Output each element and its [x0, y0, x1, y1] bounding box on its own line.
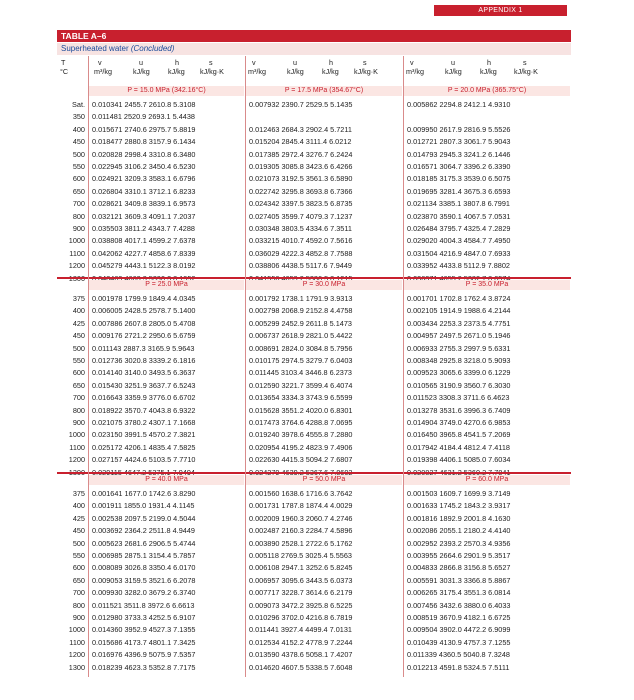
property-values-cell: 0.010175 2974.5 3279.7 6.0403 [249, 356, 353, 365]
property-values-cell: 0.022945 3106.2 3450.4 6.5230 [92, 162, 196, 171]
property-values-cell: 0.017942 4184.4 4812.4 7.4118 [407, 442, 510, 452]
property-values-cell: 0.024342 3397.5 3823.5 6.8735 [249, 199, 353, 209]
property-values-cell: 0.033952 4433.8 5112.9 7.8802 [407, 261, 510, 271]
property-values-cell: 0.028621 3409.8 3839.1 6.9573 [92, 199, 196, 209]
pressure-heading: P = 40.0 MPa [89, 475, 244, 485]
header-u-unit-3: kJ/kg [445, 67, 462, 76]
property-values-cell: 0.008089 3026.8 3350.4 6.0170 [92, 563, 196, 573]
temperature-cell: 550 [72, 162, 85, 171]
temperature-cell: 900 [72, 613, 85, 622]
temperature-cell: 700 [72, 393, 85, 403]
temperature-cell: 700 [72, 588, 85, 598]
appendix-label: APPENDIX 1 [434, 5, 567, 16]
property-values-cell: 0.010565 3190.9 3560.7 6.3030 [407, 380, 511, 390]
temperature-cell: 400 [72, 501, 85, 511]
property-values-cell: 0.011445 3103.4 3446.8 6.2373 [249, 368, 352, 378]
property-values-cell: 0.012721 2807.3 3061.7 5.9043 [407, 137, 511, 147]
property-values-cell: 0.014140 3140.0 3493.5 6.3637 [92, 368, 196, 378]
property-values-cell: 0.023870 3590.1 4067.5 7.0531 [407, 211, 511, 221]
property-values-cell: 0.005299 2452.9 2611.8 5.1473 [249, 318, 352, 328]
property-values-cell: 0.007456 3432.6 3880.0 6.4033 [407, 600, 511, 610]
header-v-1: v [98, 58, 102, 67]
header-h-unit-3: kJ/kg [480, 67, 497, 76]
property-values-cell: 0.001641 1677.0 1742.6 3.8290 [92, 489, 196, 498]
property-values-cell: 0.003692 2364.2 2511.8 4.9449 [92, 526, 195, 536]
property-values-cell: 0.005862 2294.8 2412.1 4.9310 [407, 100, 511, 109]
property-values-cell: 0.026484 3795.7 4325.4 7.2829 [407, 224, 511, 233]
temperature-cell: 600 [72, 563, 85, 573]
property-values-cell: 0.038806 4438.5 5117.6 7.9449 [249, 261, 352, 271]
property-values-cell: 0.023150 3991.5 4570.2 7.3821 [92, 430, 196, 440]
temperature-cell: 1000 [68, 430, 85, 440]
header-T: T [61, 58, 66, 67]
property-values-cell: 0.012590 3221.7 3599.4 6.4074 [249, 380, 353, 390]
property-values-cell: 0.003434 2253.3 2373.5 4.7751 [407, 318, 511, 328]
temperature-cell: 425 [72, 318, 85, 328]
property-values-cell: 0.008519 3670.9 4182.1 6.6725 [407, 613, 511, 622]
property-values-cell: 0.015204 2845.4 3111.4 6.0212 [249, 137, 352, 147]
subtitle-main: Superheated water [61, 44, 129, 53]
property-values-cell: 0.026804 3310.1 3712.1 6.8233 [92, 186, 196, 196]
property-values-cell: 0.005118 2769.5 3025.4 5.5563 [249, 551, 352, 560]
property-values-cell: 0.035503 3811.2 4343.7 7.4288 [92, 224, 195, 233]
property-values-cell: 0.012534 4152.2 4778.9 7.2244 [249, 637, 353, 647]
property-values-cell: 0.002487 2160.3 2284.7 4.5896 [249, 526, 353, 536]
temperature-cell: 400 [72, 124, 85, 134]
property-values-cell: 0.001503 1609.7 1699.9 3.7149 [407, 489, 511, 498]
header-v-3: v [410, 58, 414, 67]
property-values-cell: 0.024921 3209.3 3583.1 6.6796 [92, 174, 196, 184]
header-h-3: h [487, 58, 491, 67]
divider-T [88, 56, 89, 677]
temperature-cell: 1000 [68, 236, 85, 246]
property-values-cell: 0.015628 3551.2 4020.0 6.8301 [249, 405, 353, 415]
property-values-cell: 0.019695 3281.4 3675.3 6.6593 [407, 186, 511, 196]
pressure-heading: P = 30.0 MPa [246, 280, 402, 290]
property-values-cell: 0.011143 2887.3 3165.9 5.9643 [92, 343, 195, 353]
property-values-cell: 0.006005 2428.5 2578.7 5.1400 [92, 306, 196, 316]
property-values-cell: 0.001633 1745.2 1843.2 3.9317 [407, 501, 511, 511]
property-values-cell: 0.012463 2684.3 2902.4 5.7211 [249, 124, 352, 134]
property-values-cell: 0.016643 3359.9 3776.0 6.6702 [92, 393, 196, 403]
property-values-cell: 0.016450 3965.8 4541.5 7.2069 [407, 430, 511, 440]
property-values-cell: 0.020954 4195.2 4823.9 7.4906 [249, 442, 353, 452]
property-values-cell: 0.006957 3095.6 3443.5 6.0373 [249, 575, 353, 585]
temperature-cell: 800 [72, 600, 85, 610]
property-values-cell: 0.002538 2097.5 2199.0 4.5044 [92, 513, 196, 523]
property-values-cell: 0.011521 3511.8 3972.6 6.6613 [92, 600, 195, 610]
property-values-cell: 0.019398 4406.1 5085.0 7.6034 [407, 455, 511, 465]
property-values-cell: 0.013278 3531.6 3996.3 6.7409 [407, 405, 511, 415]
property-values-cell: 0.031504 4216.9 4847.0 7.6933 [407, 248, 511, 258]
property-values-cell: 0.018239 4623.3 5352.8 7.7175 [92, 662, 196, 672]
property-values-cell: 0.008691 2824.0 3084.8 5.7956 [249, 343, 353, 353]
property-values-cell: 0.022742 3295.8 3693.8 6.7366 [249, 186, 353, 196]
property-values-cell: 0.002086 2055.1 2180.2 4.4140 [407, 526, 511, 536]
pressure-heading: P = 25.0 MPa [89, 280, 244, 290]
property-values-cell: 0.014620 4607.5 5338.5 7.6048 [249, 662, 353, 672]
property-values-cell: 0.010439 4130.9 4757.3 7.1255 [407, 637, 511, 647]
temperature-cell: 700 [72, 199, 85, 209]
temperature-cell: 375 [72, 294, 85, 303]
temperature-cell: 500 [72, 149, 85, 159]
temperature-cell: 600 [72, 174, 85, 184]
header-u-1: u [139, 58, 143, 67]
property-values-cell: 0.011339 4360.5 5040.8 7.3248 [407, 650, 510, 660]
property-values-cell: 0.018477 2880.8 3157.9 6.1434 [92, 137, 196, 147]
property-values-cell: 0.021075 3780.2 4307.1 7.1668 [92, 418, 196, 427]
temperature-cell: 600 [72, 368, 85, 378]
property-values-cell: 0.011481 2520.9 2693.1 5.4438 [92, 112, 195, 122]
header-s-unit-3: kJ/kg·K [514, 67, 538, 76]
property-values-cell: 0.001792 1738.1 1791.9 3.9313 [249, 294, 353, 303]
property-values-cell: 0.001816 1892.9 2001.8 4.1630 [407, 513, 511, 523]
header-u-2: u [293, 58, 297, 67]
property-values-cell: 0.027405 3599.7 4079.3 7.1237 [249, 211, 353, 221]
property-values-cell: 0.006737 2618.9 2821.0 5.4422 [249, 331, 353, 341]
header-s-3: s [523, 58, 527, 67]
header-h-1: h [175, 58, 179, 67]
temperature-cell: 450 [72, 137, 85, 147]
header-h-unit-1: kJ/kg [168, 67, 185, 76]
temperature-cell: 650 [72, 380, 85, 390]
header-u-unit-2: kJ/kg [287, 67, 304, 76]
divider-group-1 [245, 56, 246, 677]
property-values-cell: 0.012213 4591.8 5324.5 7.5111 [407, 662, 510, 672]
pressure-heading: P = 50.0 MPa [246, 475, 402, 485]
property-values-cell: 0.038808 4017.1 4599.2 7.6378 [92, 236, 196, 246]
temperature-cell: 425 [72, 513, 85, 523]
property-values-cell: 0.010296 3702.0 4216.8 6.7819 [249, 613, 353, 622]
property-values-cell: 0.013654 3334.3 3743.9 6.5599 [249, 393, 353, 403]
property-values-cell: 0.001978 1799.9 1849.4 4.0345 [92, 294, 196, 303]
header-u-3: u [451, 58, 455, 67]
property-values-cell: 0.015671 2740.6 2975.7 5.8819 [92, 124, 196, 134]
temperature-cell: 1300 [68, 662, 85, 672]
property-values-cell: 0.004957 2497.5 2671.0 5.1946 [407, 331, 511, 341]
property-values-cell: 0.025172 4206.1 4835.4 7.5825 [92, 442, 196, 452]
property-values-cell: 0.021073 3192.5 3561.3 6.5890 [249, 174, 353, 184]
property-values-cell: 0.002798 2068.9 2152.8 4.4758 [249, 306, 353, 316]
property-values-cell: 0.001560 1638.6 1716.6 3.7642 [249, 489, 353, 498]
property-values-cell: 0.015686 4173.7 4801.1 7.3425 [92, 637, 196, 647]
property-values-cell: 0.012980 3733.3 4252.5 6.9107 [92, 613, 196, 622]
temperature-cell: 375 [72, 489, 85, 498]
pressure-heading: P = 35.0 MPa [404, 280, 570, 290]
property-values-cell: 0.006933 2755.3 2997.9 5.6331 [407, 343, 511, 353]
property-values-cell: 0.013590 4378.6 5058.1 7.4207 [249, 650, 353, 660]
header-s-unit-1: kJ/kg·K [200, 67, 224, 76]
property-values-cell: 0.014793 2945.3 3241.2 6.1446 [407, 149, 511, 159]
temperature-cell: 1100 [69, 442, 85, 452]
temperature-cell: 900 [72, 224, 85, 233]
header-v-unit-2: m³/kg [248, 67, 266, 76]
temperature-cell: 800 [72, 405, 85, 415]
property-values-cell: 0.009176 2721.2 2950.6 5.6759 [92, 331, 196, 341]
block-separator [57, 472, 571, 474]
pressure-heading: P = 15.0 MPa (342.16°C) [89, 86, 244, 96]
temperature-cell: 1200 [68, 650, 85, 660]
property-values-cell: 0.016571 3064.7 3396.2 6.3390 [407, 162, 511, 171]
pressure-heading: P = 60.0 MPa [404, 475, 570, 485]
property-values-cell: 0.007886 2607.8 2805.0 5.4708 [92, 318, 196, 328]
property-values-cell: 0.018185 3175.3 3539.0 6.5075 [407, 174, 511, 184]
table-subtitle [57, 43, 571, 55]
pressure-heading: P = 20.0 MPa (365.75°C) [404, 86, 570, 96]
column-header [57, 56, 571, 86]
property-values-cell: 0.042062 4227.7 4858.6 7.8339 [92, 248, 196, 258]
temperature-cell: 1200 [68, 261, 85, 271]
temperature-cell: 400 [72, 306, 85, 316]
property-values-cell: 0.011441 3927.4 4499.4 7.0131 [249, 625, 352, 635]
temperature-cell: 900 [72, 418, 85, 427]
property-values-cell: 0.021134 3385.1 3807.8 6.7991 [407, 199, 510, 209]
temperature-cell: 450 [72, 331, 85, 341]
property-values-cell: 0.010341 2455.7 2610.8 5.3108 [92, 100, 196, 109]
header-s-1: s [209, 58, 213, 67]
property-values-cell: 0.011523 3308.3 3711.6 6.4623 [407, 393, 510, 403]
property-values-cell: 0.018922 3570.7 4043.8 6.9322 [92, 405, 196, 415]
property-values-cell: 0.002009 1960.3 2060.7 4.2746 [249, 513, 353, 523]
property-values-cell: 0.009073 3472.2 3925.8 6.5225 [249, 600, 353, 610]
temperature-cell: 550 [72, 356, 85, 365]
property-values-cell: 0.017473 3764.6 4288.8 7.0695 [249, 418, 353, 427]
temperature-cell: 500 [72, 343, 85, 353]
property-values-cell: 0.001701 1702.8 1762.4 3.8724 [407, 294, 511, 303]
temperature-cell: 1100 [69, 248, 85, 258]
property-values-cell: 0.014904 3749.0 4270.6 6.9853 [407, 418, 511, 427]
property-values-cell: 0.007932 2390.7 2529.5 5.1435 [249, 100, 353, 109]
property-values-cell: 0.045279 4443.1 5122.3 8.0192 [92, 261, 196, 271]
header-v-unit-1: m³/kg [94, 67, 112, 76]
property-values-cell: 0.022630 4415.3 5094.2 7.6807 [249, 455, 353, 465]
temperature-cell: 1000 [68, 625, 85, 635]
property-values-cell: 0.005623 2681.6 2906.5 5.4744 [92, 538, 196, 548]
header-h-unit-2: kJ/kg [322, 67, 339, 76]
property-values-cell: 0.008348 2925.8 3218.0 5.9093 [407, 356, 511, 365]
table-title: TABLE A–6 [57, 30, 571, 42]
temperature-cell: 1200 [68, 455, 85, 465]
temperature-cell: 650 [72, 575, 85, 585]
header-s-unit-2: kJ/kg·K [354, 67, 378, 76]
property-values-cell: 0.012736 3020.8 3339.2 6.1816 [92, 356, 196, 365]
property-values-cell: 0.030348 3803.5 4334.6 7.3511 [249, 224, 352, 233]
temperature-cell: 800 [72, 211, 85, 221]
temperature-cell: 500 [72, 538, 85, 548]
property-values-cell: 0.006265 3175.4 3551.3 6.0814 [407, 588, 511, 598]
property-values-cell: 0.029020 4004.3 4584.7 7.4950 [407, 236, 511, 246]
block-separator [57, 277, 571, 279]
divider-group-2 [403, 56, 404, 677]
property-values-cell: 0.015430 3251.9 3637.7 6.5243 [92, 380, 196, 390]
header-s-2: s [363, 58, 367, 67]
property-values-cell: 0.009950 2617.9 2816.9 5.5526 [407, 124, 511, 134]
property-values-cell: 0.004833 2866.8 3156.8 5.6527 [407, 563, 511, 573]
property-values-cell: 0.019240 3978.6 4555.8 7.2880 [249, 430, 353, 440]
property-values-cell: 0.009523 3065.6 3399.0 6.1229 [407, 368, 511, 378]
property-values-cell: 0.036029 4222.3 4852.8 7.7588 [249, 248, 353, 258]
header-h-2: h [329, 58, 333, 67]
property-values-cell: 0.017385 2972.4 3276.7 6.2424 [249, 149, 353, 159]
property-values-cell: 0.020828 2998.4 3310.8 6.3480 [92, 149, 196, 159]
property-values-cell: 0.002952 2393.2 2570.3 4.9356 [407, 538, 511, 548]
temperature-cell: 450 [72, 526, 85, 536]
property-values-cell: 0.016976 4396.9 5075.9 7.5357 [92, 650, 196, 660]
subtitle-cont: (Concluded) [130, 44, 175, 53]
pressure-heading: P = 17.5 MPa (354.67°C) [246, 86, 402, 96]
temperature-cell: 1100 [69, 637, 85, 647]
property-values-cell: 0.001911 1855.0 1931.4 4.1145 [92, 501, 195, 511]
property-values-cell: 0.005591 3031.3 3366.8 5.8867 [407, 575, 511, 585]
property-values-cell: 0.014360 3952.9 4527.3 7.1355 [92, 625, 196, 635]
property-values-cell: 0.033215 4010.7 4592.0 7.5616 [249, 236, 353, 246]
property-values-cell: 0.003890 2528.1 2722.6 5.1762 [249, 538, 353, 548]
property-values-cell: 0.006108 2947.1 3252.6 5.8245 [249, 563, 353, 573]
property-values-cell: 0.002105 1914.9 1988.6 4.2144 [407, 306, 511, 316]
property-values-cell: 0.009053 3159.5 3521.6 6.2078 [92, 575, 196, 585]
property-values-cell: 0.001731 1787.8 1874.4 4.0029 [249, 501, 353, 511]
property-values-cell: 0.007717 3228.7 3614.6 6.2179 [249, 588, 353, 598]
temperature-cell: 350 [72, 112, 85, 122]
property-values-cell: 0.032121 3609.3 4091.1 7.2037 [92, 211, 196, 221]
property-values-cell: 0.009504 3902.0 4472.2 6.9099 [407, 625, 511, 635]
property-values-cell: 0.019305 3085.8 3423.6 6.4266 [249, 162, 353, 171]
header-v-unit-3: m³/kg [406, 67, 424, 76]
property-values-cell: 0.003955 2664.6 2901.9 5.3517 [407, 551, 511, 560]
temperature-cell: 550 [72, 551, 85, 560]
property-values-cell: 0.006985 2875.1 3154.4 5.7857 [92, 551, 196, 560]
temperature-cell: Sat. [72, 100, 85, 109]
header-v-2: v [252, 58, 256, 67]
property-values-cell: 0.009930 3282.0 3679.2 6.3740 [92, 588, 196, 598]
property-values-cell: 0.027157 4424.6 5103.5 7.7710 [92, 455, 196, 465]
temperature-cell: 650 [72, 186, 85, 196]
header-u-unit-1: kJ/kg [133, 67, 150, 76]
header-T-unit: °C [60, 67, 69, 76]
